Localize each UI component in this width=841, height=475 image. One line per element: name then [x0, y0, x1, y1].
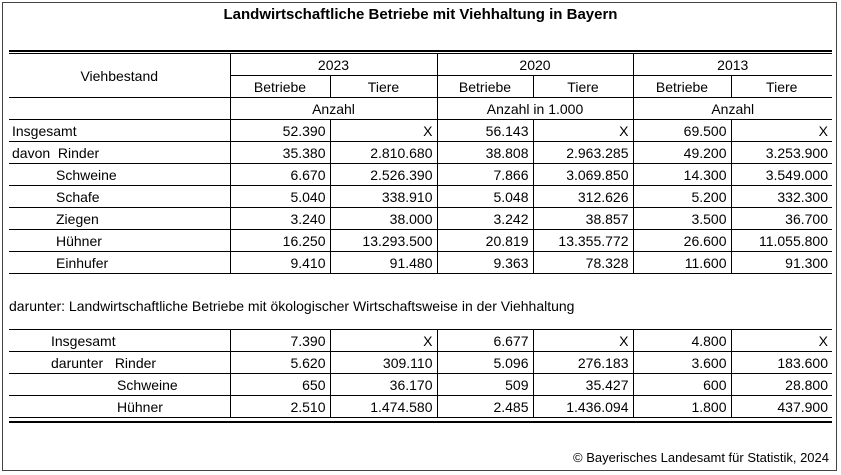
data-cell: 35.427 — [533, 374, 633, 396]
data-cell: 3.069.850 — [533, 164, 633, 186]
data-cell: 6.670 — [230, 164, 330, 186]
data-cell: 7.390 — [230, 330, 330, 352]
data-cell: 13.355.772 — [533, 230, 633, 252]
data-cell: 5.200 — [633, 186, 731, 208]
data-cell: 91.480 — [330, 252, 437, 274]
data-cell: 49.200 — [633, 142, 731, 164]
data-cell: 2.510 — [230, 396, 330, 418]
data-cell: 14.300 — [633, 164, 731, 186]
data-cell: 6.677 — [437, 330, 533, 352]
data-cell: 3.240 — [230, 208, 330, 230]
data-cell: 20.819 — [437, 230, 533, 252]
row-label: darunter Rinder — [9, 352, 230, 374]
sub-header: Betriebe — [230, 76, 330, 98]
data-cell: 2.810.680 — [330, 142, 437, 164]
row-header-label: Viehbestand — [9, 54, 230, 98]
data-cell: 3.500 — [633, 208, 731, 230]
livestock-table — [9, 53, 832, 274]
year-header: 2023 — [230, 54, 437, 76]
data-cell: 5.096 — [437, 352, 533, 374]
data-cell: 16.250 — [230, 230, 330, 252]
unit-header: Anzahl in 1.000 — [437, 98, 633, 120]
row-label: Schweine — [9, 374, 230, 396]
row-label: Insgesamt — [9, 120, 230, 142]
data-cell: 183.600 — [731, 352, 832, 374]
data-cell: 437.900 — [731, 396, 832, 418]
data-cell: 28.800 — [731, 374, 832, 396]
data-cell: 38.000 — [330, 208, 437, 230]
header-units-row — [9, 98, 832, 120]
data-cell: 36.170 — [330, 374, 437, 396]
table-row — [9, 230, 832, 252]
data-cell: 11.600 — [633, 252, 731, 274]
data-cell: 3.253.900 — [731, 142, 832, 164]
table-row — [9, 186, 832, 208]
data-cell: 36.700 — [731, 208, 832, 230]
data-cell: 276.183 — [533, 352, 633, 374]
row-label: Einhufer — [9, 252, 230, 274]
table-row — [9, 252, 832, 274]
data-cell: 4.800 — [633, 330, 731, 352]
data-cell: 1.800 — [633, 396, 731, 418]
data-cell: 312.626 — [533, 186, 633, 208]
data-cell: 91.300 — [731, 252, 832, 274]
sub-header: Betriebe — [437, 76, 533, 98]
data-cell: 26.600 — [633, 230, 731, 252]
sub-header: Tiere — [731, 76, 832, 98]
sub-header: Betriebe — [633, 76, 731, 98]
data-cell: 2.963.285 — [533, 142, 633, 164]
data-cell: 1.436.094 — [533, 396, 633, 418]
row-label: davon Rinder — [9, 142, 230, 164]
data-cell: 5.048 — [437, 186, 533, 208]
row-label: Schafe — [9, 186, 230, 208]
data-cell: 69.500 — [633, 120, 731, 142]
organic-table — [9, 329, 832, 418]
table-row — [9, 374, 832, 396]
data-cell: 2.526.390 — [330, 164, 437, 186]
row-label: Insgesamt — [9, 330, 230, 352]
sub-header: Tiere — [533, 76, 633, 98]
copyright: © Bayerisches Landesamt für Statistik, 2024 — [573, 450, 829, 465]
data-cell: 509 — [437, 374, 533, 396]
data-cell: 2.485 — [437, 396, 533, 418]
row-label: Ziegen — [9, 208, 230, 230]
data-cell: 78.328 — [533, 252, 633, 274]
data-cell: 309.110 — [330, 352, 437, 374]
data-cell: 600 — [633, 374, 731, 396]
bottom-rule — [9, 421, 832, 423]
data-cell: X — [330, 120, 437, 142]
top-rule — [9, 50, 832, 52]
data-cell: 5.620 — [230, 352, 330, 374]
table-row — [9, 120, 832, 142]
table-row — [9, 330, 832, 352]
table-row — [9, 208, 832, 230]
table-row — [9, 164, 832, 186]
data-cell: X — [533, 120, 633, 142]
year-header: 2013 — [633, 54, 832, 76]
data-cell: X — [731, 120, 832, 142]
table-title: Landwirtschaftliche Betriebe mit Viehhaltung in Bayern — [223, 6, 618, 23]
table-row — [9, 352, 832, 374]
table-row — [9, 142, 832, 164]
data-cell: X — [731, 330, 832, 352]
data-cell: 11.055.800 — [731, 230, 832, 252]
row-label: Schweine — [9, 164, 230, 186]
row-label: Hühner — [9, 230, 230, 252]
data-cell: 52.390 — [230, 120, 330, 142]
data-cell: 38.857 — [533, 208, 633, 230]
organic-note: darunter: Landwirtschaftliche Betriebe mit ökologischer Wirtschaftsweise in der Viehhaltung — [9, 298, 575, 314]
data-cell: 56.143 — [437, 120, 533, 142]
data-cell: 338.910 — [330, 186, 437, 208]
table-row — [9, 396, 832, 418]
data-cell: 9.363 — [437, 252, 533, 274]
data-cell: 7.866 — [437, 164, 533, 186]
unit-header: Anzahl — [633, 98, 832, 120]
header-years-row — [9, 54, 832, 76]
data-cell: X — [533, 330, 633, 352]
data-cell: 650 — [230, 374, 330, 396]
data-cell: 3.600 — [633, 352, 731, 374]
data-cell: 13.293.500 — [330, 230, 437, 252]
data-cell: 5.040 — [230, 186, 330, 208]
data-cell: 3.549.000 — [731, 164, 832, 186]
data-cell: 332.300 — [731, 186, 832, 208]
data-cell: 38.808 — [437, 142, 533, 164]
data-cell: 9.410 — [230, 252, 330, 274]
unit-header: Anzahl — [230, 98, 437, 120]
row-label: Hühner — [9, 396, 230, 418]
data-cell: 1.474.580 — [330, 396, 437, 418]
data-cell: X — [330, 330, 437, 352]
empty-cell — [9, 98, 230, 120]
data-cell: 3.242 — [437, 208, 533, 230]
sub-header: Tiere — [330, 76, 437, 98]
year-header: 2020 — [437, 54, 633, 76]
data-cell: 35.380 — [230, 142, 330, 164]
